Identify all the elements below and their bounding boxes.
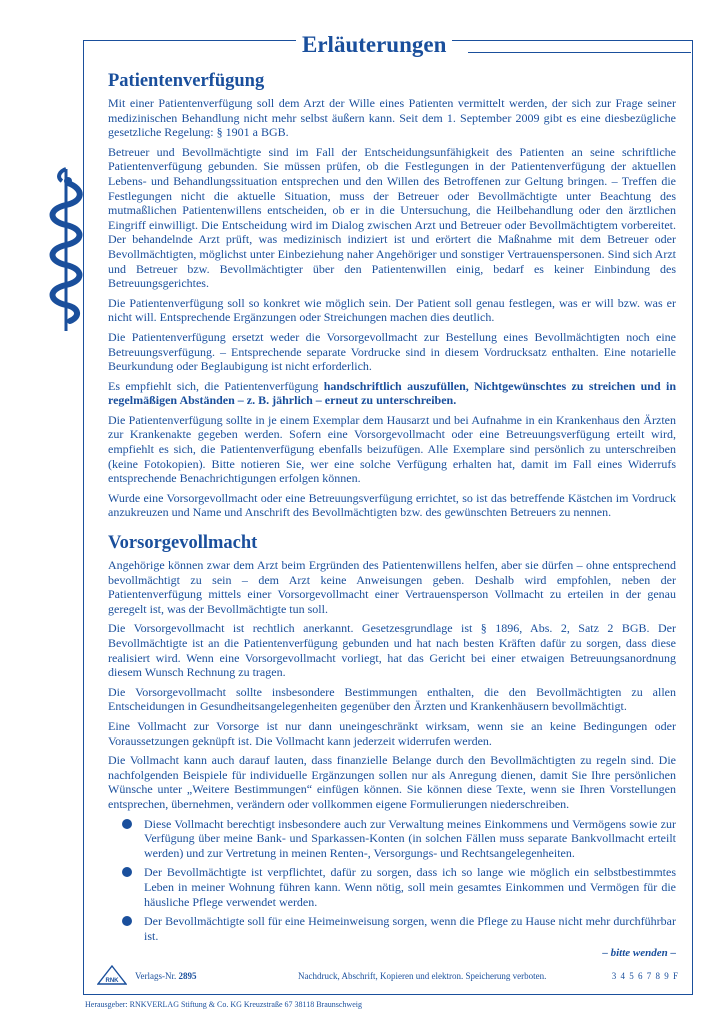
page-title: Erläuterungen bbox=[302, 32, 447, 57]
list-item-text: Diese Vollmacht berechtigt insbesondere auch zur Verwaltung meines Einkommens und Vermögens sowie zur Verfügung über meine Bank- und Sparkassen-Konten (in solchen Fällen muss separate Bankvollmacht erteilt werden) und zur Vertretung in meinen Renten-, Versorgungs- und Rechtsangelegenheiten. bbox=[144, 816, 676, 860]
list-item-text: Der Bevollmächtigte soll für eine Heimeinweisung sorgen, wenn die Pflege zu Hause nicht mehr durchführbar ist. bbox=[144, 914, 676, 943]
verlag-number-value: 2895 bbox=[178, 971, 197, 981]
paragraph: Betreuer und Bevollmächtigte sind im Fall der Entscheidungsunfähigkeit des Patienten an seine schriftliche Patientenverfügung gebunden. Sie müssen prüfen, ob die Festlegungen in der Patientenverfügung der aktuellen Lebens- und Behandlungssituation entsprechen und den Willen des Betroffenen zur Geltung bringen. – Treffen die Festlegungen nicht die aktuelle Situation, muss der Betreuer oder Bevollmächtigte unter Beachtung des mutmaßlichen Patientenwillens entscheiden, ob er in die Untersuchung, die Heilbehandlung oder den ärztlichen Eingriff einwilligt. Die Entscheidung wird im Dialog zwischen Arzt und Betreuer oder Bevollmächtigtem vorbereitet. Der behandelnde Arzt prüft, was medizinisch indiziert ist und erörtert die Maßnahme mit dem Betreuer oder Bevollmächtigten, möglichst unter Einbeziehung naher Angehöriger und sonstiger Vertrauenspersonen. Sind sich Arzt und Betreuer bzw. Bevollmächtigter über den Patientenwillen einig, bedarf es keiner Einbindung des Betreuungsgerichtes. bbox=[108, 144, 676, 291]
verlag-label: Verlags-Nr. bbox=[135, 971, 177, 981]
bullet-icon bbox=[122, 819, 132, 829]
title-rule bbox=[468, 52, 691, 53]
paragraph: Die Vollmacht kann auch darauf lauten, dass finanzielle Belange durch den Bevollmächtigten zu regeln sind. Die nachfolgenden Beispiele für individuelle Ergänzungen sollen nur als Anregung dienen, damit Sie Ihre persönlichen Wünsche unter „Weitere Bestimmungen“ einfügen können. Sie können diese Texte, wenn sie Ihren Vorstellungen entsprechen, übernehmen, verändern oder vollkommen eigene Formulierungen niederschreiben. bbox=[108, 753, 676, 811]
publisher-line: Herausgeber: RNKVERLAG Stiftung & Co. KG Kreuzstraße 67 38118 Braunschweig bbox=[85, 1000, 362, 1009]
bullet-icon bbox=[122, 916, 132, 926]
paragraph: Die Patientenverfügung soll so konkret wie möglich sein. Der Patient soll genau festlegen, was er will bzw. was er nicht will. Entsprechende Ergänzungen oder Streichungen machen dies deutlich. bbox=[108, 295, 676, 325]
content bbox=[108, 70, 676, 961]
paragraph: Die Vorsorgevollmacht sollte insbesondere Bestimmungen enthalten, die den Bevollmächtigten zu allen Entscheidungen in Gesundheitsangelegenheiten gegenüber den Ärzten und Krankenhäusern bevollmächtigt. bbox=[108, 684, 676, 714]
paragraph-emphasis: handschriftlich auszufüllen, Nichtgewünschtes zu streichen und in regelmäßigen Abständen – z. B. jährlich – erneut zu unterschreiben. bbox=[108, 378, 676, 408]
bullet-icon bbox=[122, 867, 132, 877]
paragraph: Wurde eine Vorsorgevollmacht oder eine Betreuungsverfügung errichtet, so ist das betreffende Kästchen im Vordruck anzukreuzen und Name und Anschrift des Bevollmächtigten bzw. des gewünschten Betreuers zu nennen. bbox=[108, 490, 676, 520]
paragraph: Angehörige können zwar dem Arzt beim Ergründen des Patientenwillens helfen, aber sie dürfen – ohne entsprechend bevollmächtigt zu sein – dem Arzt keine Anweisungen geben. Deshalb wird empfohlen, neben der Patientenverfügung mittels einer Vorsorgevollmacht einer Vertrauensperson Vollmacht zu erteilen in der genau geregelt ist, was der Bevollmächtigte tun soll. bbox=[108, 558, 676, 616]
logo-text: RNK bbox=[105, 978, 119, 984]
title-wrap bbox=[296, 32, 452, 58]
section-heading-patientenverfuegung: Patientenverfügung bbox=[108, 71, 265, 91]
list-item bbox=[144, 914, 676, 943]
paragraph: Die Vorsorgevollmacht ist rechtlich anerkannt. Gesetzesgrundlage ist § 1896, Abs. 2, Satz 2 BGB. Der Bevollmächtigte ist an die Patientenverfügung gebunden und hat nach besten Kräften dafür zu sorgen, dass diese realisiert wird. Wenn eine Vorsorgevollmacht vorliegt, hat das Gericht bei einer etwaigen Betreuungsanordnung diesem Wunsch Rechnung zu tragen. bbox=[108, 621, 676, 680]
list-item-text: Der Bevollmächtigte ist verpflichtet, dafür zu sorgen, dass ich so lange wie möglich ein selbstbestimmtes Leben in meiner Wohnung führen kann. Wenn nötig, soll mein gesamtes Einkommen und Vermögen für die häusliche Pflege verwendet werden. bbox=[144, 865, 676, 909]
rnk-logo-icon bbox=[97, 965, 127, 985]
paragraph bbox=[108, 379, 676, 408]
turn-page-note: – bitte wenden – bbox=[602, 947, 676, 960]
example-list bbox=[108, 817, 676, 944]
paragraph: Eine Vollmacht zur Vorsorge ist nur dann uneingeschränkt wirksam, wenn sie an keine Bedingungen oder Voraussetzungen geknüpft ist. Die Vollmacht kann jederzeit widerrufen werden. bbox=[108, 718, 676, 748]
list-item bbox=[144, 865, 676, 909]
paragraph: Die Patientenverfügung sollte in je einem Exemplar dem Hausarzt und bei Aufnahme in ein Krankenhaus den Ärzten zur Krankenakte gegeben werden. Sofern eine Vorsorgevollmacht oder eine Betreuungsverfügung erteilt wird, empfiehlt es sich, die Patientenverfügung ebenfalls beizufügen. Alle Exemplare sind persönlich zu unterschreiben (keine Fotokopien). Bitte notieren Sie, wer eine solche Verfügung erhalten hat, damit im Fall eines Widerrufs entsprechende Benachrichtigungen erfolgen können. bbox=[108, 412, 676, 486]
section-heading-vorsorgevollmacht: Vorsorgevollmacht bbox=[108, 533, 258, 554]
footer bbox=[95, 969, 685, 989]
form-code: 3 4 5 6 7 8 9 F bbox=[611, 971, 679, 981]
copyright-notice: Nachdruck, Abschrift, Kopieren und elektron. Speicherung verboten. bbox=[298, 971, 547, 981]
paragraph-text: Es empfiehlt sich, die Patientenverfügung bbox=[108, 378, 324, 393]
list-item bbox=[144, 817, 676, 861]
paragraph: Mit einer Patientenverfügung soll dem Arzt der Wille eines Patienten vermittelt werden, der sich zur Frage seiner medizinischen Behandlung nicht mehr selbst äußern kann. Seit dem 1. September 2009 gibt es eine diesbezügliche gesetzliche Regelung: § 1901 a BGB. bbox=[108, 96, 676, 140]
paragraph: Die Patientenverfügung ersetzt weder die Vorsorgevollmacht zur Bestellung eines Bevollmächtigten noch eine Betreuungsverfügung. – Entsprechende separate Vordrucke sind in diesem Vordrucksatz enthalten. Eine notarielle Beurkundung oder Beglaubigung ist nicht erforderlich. bbox=[108, 329, 676, 374]
caduceus-icon bbox=[40, 165, 92, 335]
verlag-number bbox=[135, 971, 197, 981]
